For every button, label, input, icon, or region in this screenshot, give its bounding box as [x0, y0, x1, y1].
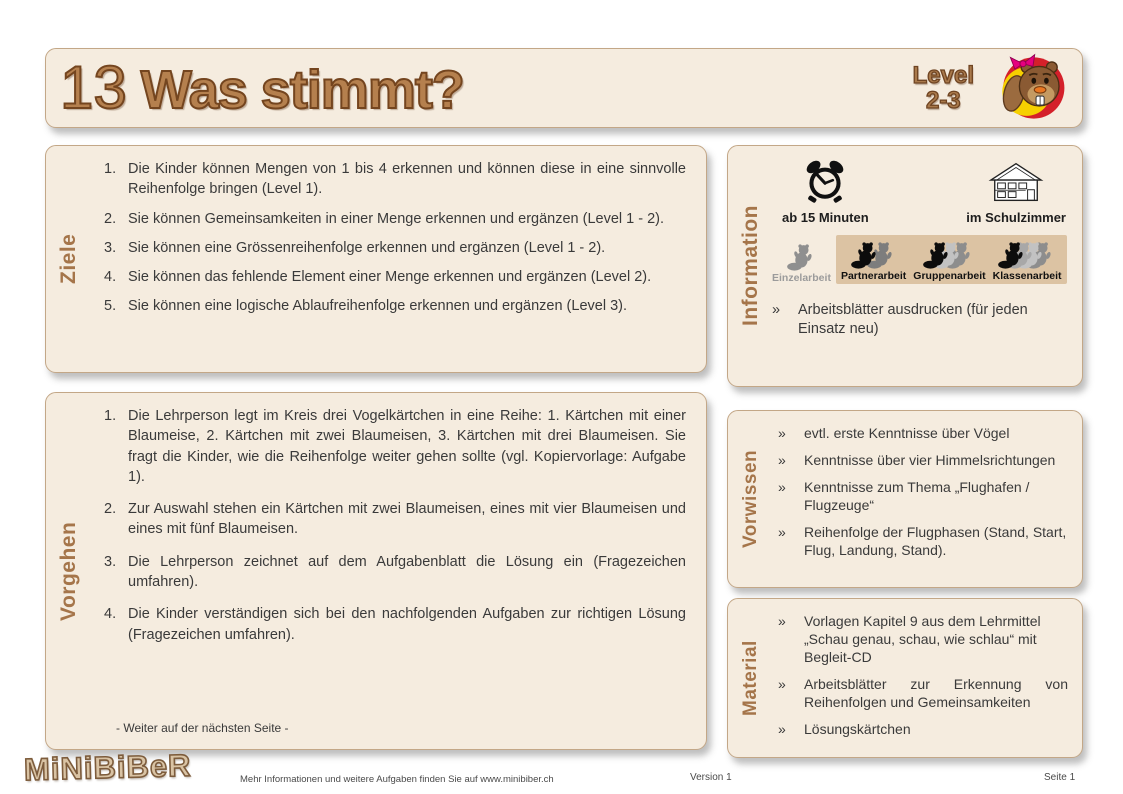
- chapter-number: 13: [60, 54, 127, 121]
- list-item-number: 1.: [104, 408, 117, 424]
- bullet-text: Lösungskärtchen: [804, 720, 911, 737]
- bullet-marker: »: [772, 302, 781, 318]
- list-item: [104, 499, 686, 540]
- schoolhouse-icon: [987, 158, 1045, 206]
- minibiber-logo: MiNiBiBeR: [23, 747, 192, 788]
- work-mode-label: Einzelarbeit: [772, 272, 831, 284]
- bullet-text: Kenntnisse zum Thema „Flughafen / Flugzeuge“: [804, 478, 1030, 513]
- work-mode-klassenarbeit: [993, 239, 1062, 282]
- single-beaver-icon: [786, 241, 816, 271]
- work-mode-label: Gruppenarbeit: [913, 270, 986, 282]
- active-work-modes-highlight: [836, 235, 1067, 284]
- section-vorwissen: [727, 410, 1083, 588]
- bullet-item: [778, 479, 1068, 515]
- work-mode-einzelarbeit: [772, 241, 831, 284]
- work-modes-row: [772, 235, 1074, 284]
- list-item-text: Die Kinder verständigen sich bei den nachfolgenden Aufgaben zur richtigen Lösung (Fragezeichen umfahren).: [128, 606, 686, 643]
- list-item-text: Sie können eine Grössenreihenfolge erkennen und ergänzen (Level 1 - 2).: [128, 239, 606, 256]
- list-item: [104, 406, 686, 487]
- list-item-number: 5.: [104, 298, 117, 315]
- page-number: Seite 1: [1044, 772, 1076, 783]
- section-label-information: Information: [739, 205, 762, 327]
- duration-block: [782, 158, 869, 225]
- section-information: [727, 145, 1083, 387]
- list-item: [104, 159, 686, 200]
- list-item: [104, 604, 686, 645]
- list-item-number: 4.: [104, 269, 117, 286]
- section-label-ziele: Ziele: [57, 233, 80, 285]
- location-block: [966, 158, 1066, 225]
- bullet-text: Arbeitsblätter zur Erkennung von Reihenfolgen und Gemeinsamkeiten: [804, 675, 1068, 710]
- bullet-text: Kenntnisse über vier Himmelsrichtungen: [804, 451, 1056, 468]
- bullet-item: [772, 301, 1066, 338]
- bullet-item: [778, 613, 1068, 667]
- version-label: Version 1: [690, 772, 732, 783]
- list-item-text: Die Kinder können Mengen von 1 bis 4 erkennen und können diese in eine sinnvolle Reihenfolge bringen (Level 1).: [128, 161, 686, 198]
- level-range: 2-3: [925, 87, 961, 114]
- list-item-text: Sie können Gemeinsamkeiten in einer Menge erkennen und ergänzen (Level 1 - 2).: [128, 210, 665, 227]
- bullet-item: [778, 721, 1068, 739]
- work-mode-label: Klassenarbeit: [992, 270, 1062, 282]
- chapter-title: Was stimmt?: [140, 60, 464, 120]
- work-mode-gruppenarbeit: [913, 239, 985, 282]
- list-item-text: Sie können eine logische Ablaufreihenfolge erkennen und ergänzen (Level 3).: [128, 298, 627, 315]
- location-label: im Schulzimmer: [966, 210, 1066, 225]
- bullet-text: Arbeitsblätter ausdrucken (für jeden Einsatz neu): [798, 302, 1028, 337]
- bullet-marker: »: [778, 451, 786, 468]
- bullet-text: Vorlagen Kapitel 9 aus dem Lehrmittel „Schau genau, schau, wie schlau“ mit Begleit-CD: [804, 613, 1041, 665]
- beaver-mascot-icon: [996, 52, 1068, 124]
- bullet-text: evtl. erste Kenntnisse über Vögel: [804, 425, 1010, 441]
- list-item: [104, 296, 686, 316]
- list-item-text: Die Lehrperson zeichnet auf dem Aufgabenblatt die Lösung ein (Fragezeichen umfahren).: [128, 553, 686, 591]
- bullet-marker: »: [778, 523, 786, 540]
- page-title: [60, 54, 464, 121]
- section-label-vorwissen: Vorwissen: [740, 449, 761, 549]
- duration-label: ab 15 Minuten: [782, 210, 869, 225]
- bullet-item: [778, 676, 1068, 712]
- bullet-marker: »: [778, 425, 786, 441]
- list-item: [104, 552, 686, 593]
- section-material: [727, 598, 1083, 758]
- vorgehen-list: [104, 406, 686, 654]
- list-item-number: 2.: [104, 210, 117, 227]
- next-page-note: - Weiter auf der nächsten Seite -: [116, 721, 289, 735]
- bullet-item: [778, 524, 1068, 560]
- information-bullets: [772, 301, 1074, 338]
- list-item: [104, 238, 686, 258]
- bullet-marker: »: [778, 675, 786, 692]
- info-meta-row: [772, 156, 1074, 225]
- bullet-item: [778, 425, 1068, 443]
- list-item-number: 2.: [104, 501, 117, 518]
- list-item: [104, 267, 686, 287]
- bullet-text: Reihenfolge der Flugphasen (Stand, Start, Flug, Landung, Stand).: [804, 523, 1067, 558]
- section-ziele: [45, 145, 707, 373]
- alarm-clock-icon: [801, 158, 849, 206]
- work-mode-partnerarbeit: [841, 239, 906, 282]
- information-content: [772, 156, 1074, 347]
- list-item-text: Sie können das fehlende Element einer Menge erkennen und ergänzen (Level 2).: [128, 269, 652, 286]
- footer-tagline: Mehr Informationen und weitere Aufgaben finden Sie auf www.minibiber.ch: [240, 774, 554, 785]
- list-item: [104, 209, 686, 229]
- beaver-group-icon: [923, 239, 975, 269]
- list-item-text: Zur Auswahl stehen ein Kärtchen mit zwei Blaumeisen, eines mit vier Blaumeisen und eines mit fünf Blaumeisen.: [128, 501, 686, 538]
- bullet-marker: »: [778, 720, 786, 737]
- list-item-number: 3.: [104, 553, 117, 570]
- beaver-pair-icon: [851, 239, 897, 269]
- vorwissen-bullets: [778, 425, 1072, 568]
- list-item-number: 1.: [104, 161, 117, 177]
- header-bar: [45, 48, 1083, 128]
- bullet-marker: »: [778, 613, 786, 629]
- section-label-material: Material: [740, 640, 761, 716]
- material-bullets: [778, 613, 1072, 747]
- list-item-text: Die Lehrperson legt im Kreis drei Vogelkärtchen in eine Reihe: 1. Kärtchen mit einer Blaumeise, 2. Kärtchen mit zwei Blaumeisen, 3. Kärtchen mit drei Blaumeisen. Sie fragt die Kinder, wie die Reihenfolge weiter gehen sollte (vgl. Kopiervorlage: Aufgabe 1).: [128, 408, 686, 485]
- ziele-list: [104, 159, 686, 326]
- level-label: Level: [912, 61, 974, 89]
- section-label-vorgehen: Vorgehen: [57, 521, 80, 621]
- list-item-number: 3.: [104, 239, 117, 256]
- bullet-marker: »: [778, 478, 786, 495]
- section-vorgehen: [45, 392, 707, 750]
- work-mode-label: Partnerarbeit: [840, 270, 907, 282]
- beaver-class-icon: [998, 239, 1056, 269]
- bullet-item: [778, 452, 1068, 470]
- level-badge: [913, 63, 974, 113]
- list-item-number: 4.: [104, 606, 117, 623]
